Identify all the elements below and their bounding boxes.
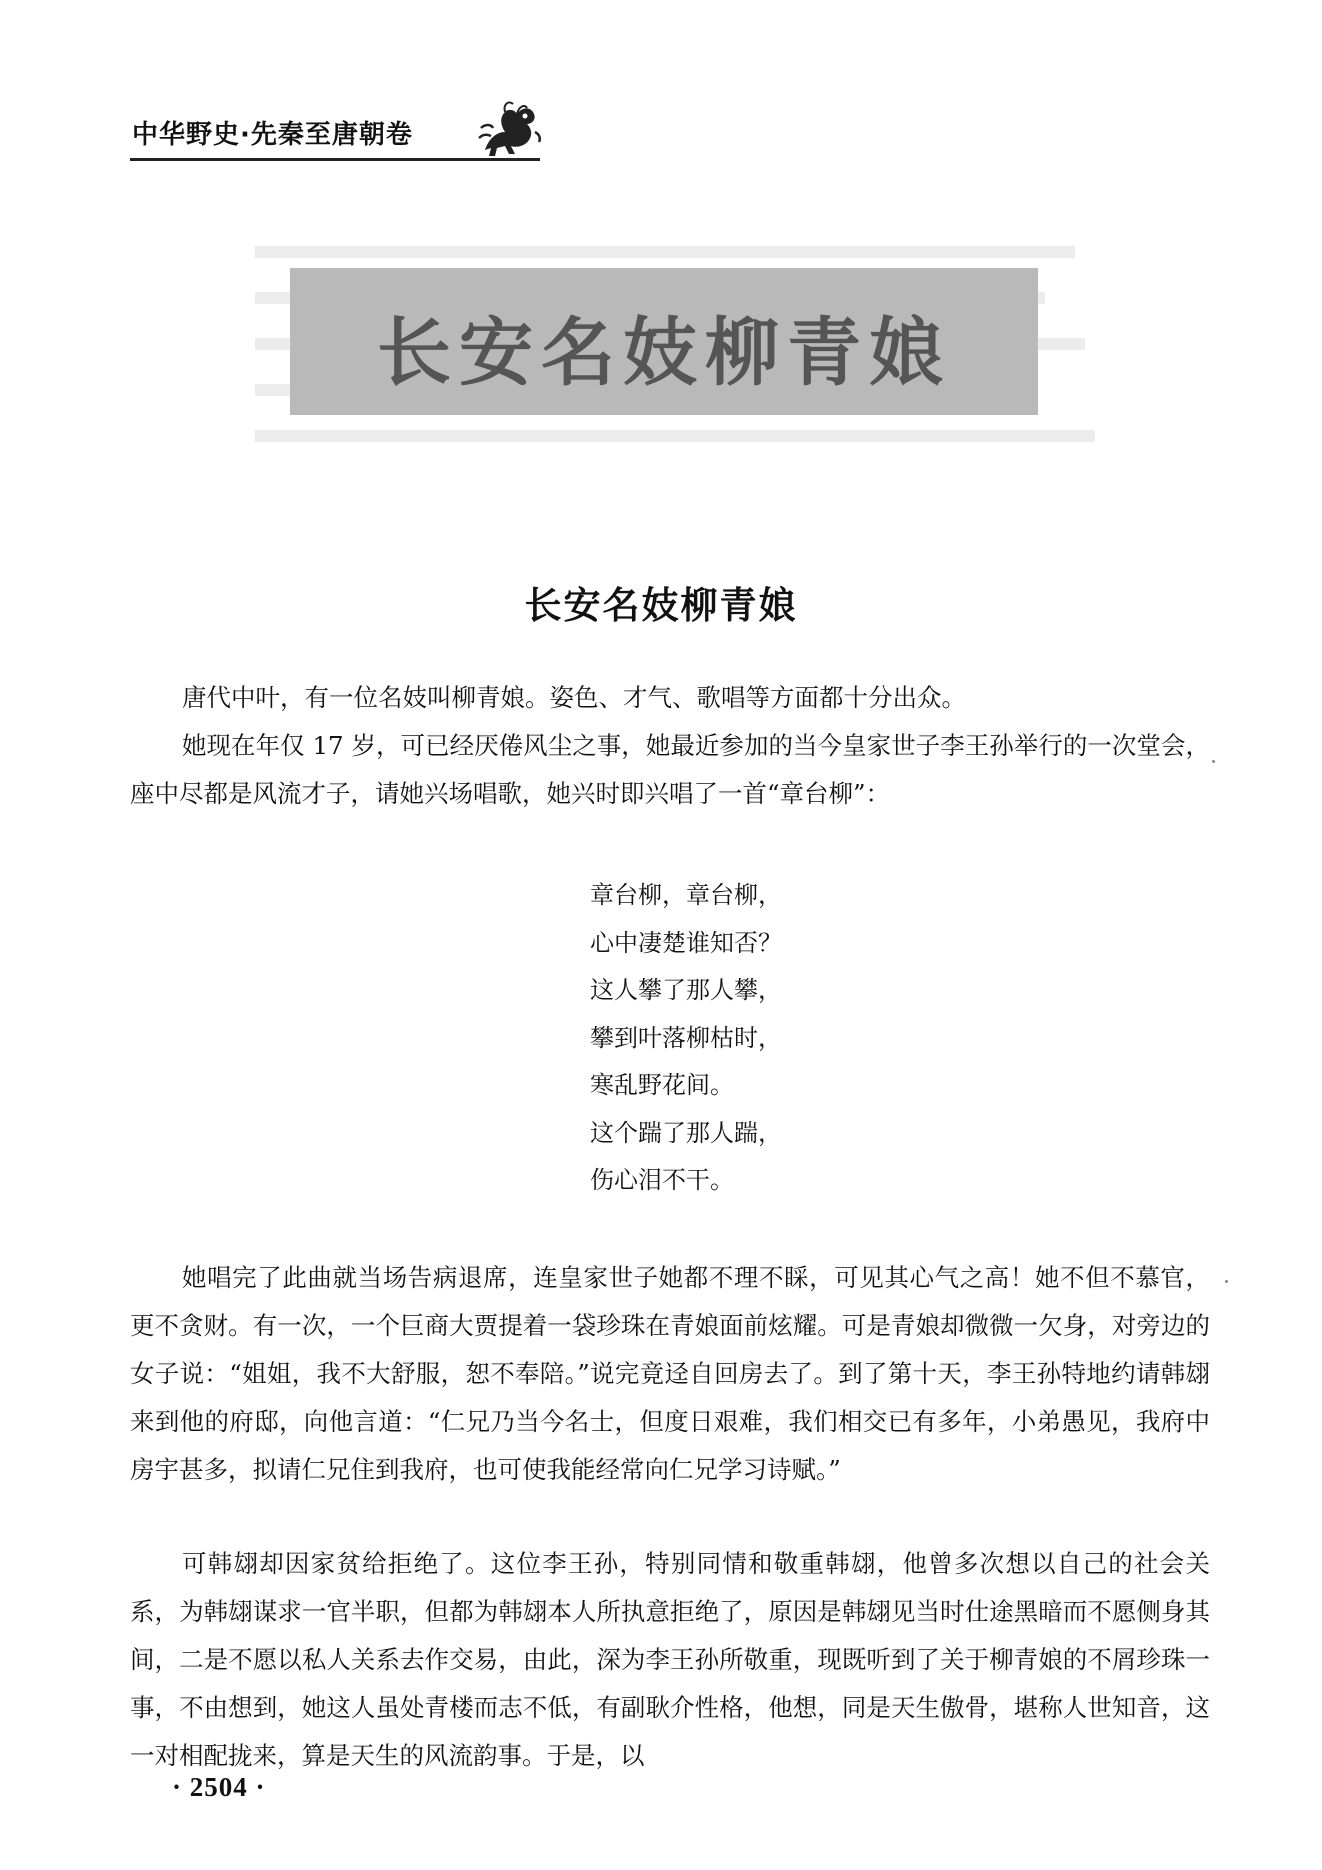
poem-line: 伤心泪不干。 (590, 1166, 734, 1194)
running-header-title: 中华野史·先秦至唐朝卷 (132, 120, 413, 150)
paragraph: 她唱完了此曲就当场告病退席，连皇家世子她都不理不睬，可见其心气之高！她不但不慕官，更不贪财。有一次，一个巨商大贾提着一袋珍珠在青娘面前炫耀。可是青娘却微微一欠身，对旁边的女子说：“姐姐，我不大舒服，恕不奉陪。”说完竟迳自回房去了。到了第十天，李王孙特地约请韩翃来到他的府邸，向他言道：“仁兄乃当今名士，但度日艰难，我们相交已有多年，小弟愚见，我府中房宇甚多，拟请仁兄住到我府，也可使我能经常向仁兄学习诗赋。” (130, 1263, 1210, 1484)
title-banner (290, 268, 1038, 415)
poem-line: 心中凄楚谁知否？ (590, 928, 782, 957)
poem-line: 这人攀了那人攀， (590, 976, 782, 1004)
header-rule (130, 158, 540, 161)
page-number: · 2504 · (172, 1772, 266, 1802)
paragraph: 唐代中叶，有一位名妓叫柳青娘。姿色、才气、歌唱等方面都十分出众。 (182, 683, 966, 712)
running-header (130, 100, 540, 162)
poem-line: 这个踹了那人踹， (590, 1118, 782, 1147)
article-title: 长安名妓柳青娘 (524, 584, 798, 627)
paragraph: 可韩翃却因家贫给拒绝了。这位李王孙，特别同情和敬重韩翃，他曾多次想以自己的社会关系，为韩翃谋求一官半职，但都为韩翃本人所执意拒绝了，原因是韩翃见当时仕途黑暗而不愿侧身其间，二是不愿以私人关系去作交易，由此，深为李王孙所敬重，现既听到了关于柳青娘的不屑珍珠一事，不由想到，她这人虽处青楼而志不低，有副耿介性格，他想，同是天生傲骨，堪称人世知音，这一对相配拢来，算是天生的风流韵事。于是，以 (130, 1549, 1210, 1770)
scan-speck (1225, 1280, 1228, 1283)
scan-speck (1212, 760, 1215, 763)
dragon-emblem-icon (475, 98, 545, 160)
poem (590, 872, 782, 1205)
poem-line: 章台柳，章台柳， (590, 881, 782, 909)
poem-line: 攀到叶落柳枯时， (590, 1023, 782, 1052)
banner-title: 长安名妓柳青娘 (377, 310, 951, 396)
paragraph: 她现在年仅 17 岁，可已经厌倦风尘之事，她最近参加的当今皇家世子李王孙举行的一次堂会，座中尽都是风流才子，请她兴场唱歌，她兴时即兴唱了一首“章台柳”： (130, 731, 1210, 808)
poem-line: 寒乱野花间。 (590, 1071, 734, 1099)
